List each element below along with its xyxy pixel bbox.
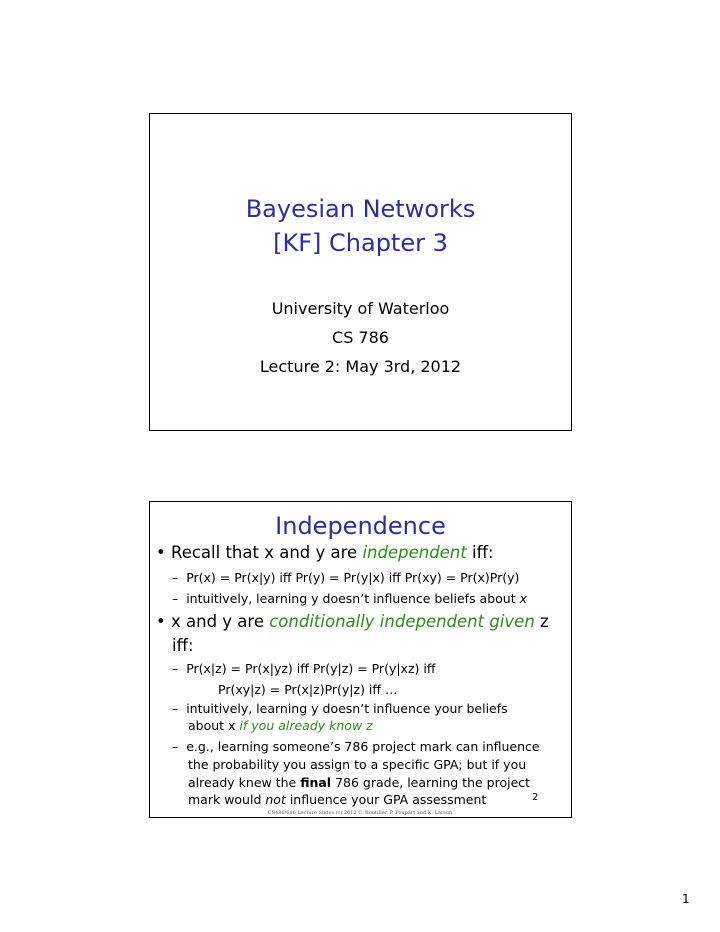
sub-bullet-2-1-cont: Pr(xy|z) = Pr(x|z)Pr(y|z) iff … [218, 682, 398, 697]
slide-title-line2: [KF] Chapter 3 [273, 229, 448, 257]
emphasis-independent: independent [362, 543, 467, 562]
bullet-dot: • [156, 612, 171, 631]
bullet-2-continuation: iff: [172, 636, 194, 655]
sub-bullet-2-1: – Pr(x|z) = Pr(x|yz) iff Pr(y|z) = Pr(y|xz) iff [172, 661, 436, 676]
university-name: University of Waterloo [271, 299, 450, 318]
slide-title-line1: Bayesian Networks [245, 195, 476, 223]
slide-title: Independence [275, 512, 446, 540]
sub-bullet-1-1: – Pr(x) = Pr(x|y) iff Pr(y) = Pr(y|x) iff Pr(xy) = Pr(x)Pr(y) [172, 570, 520, 585]
sub-bullet-2-2-cont: about x if you already know z [188, 718, 373, 733]
slide-page-number: 2 [532, 792, 539, 803]
sub-bullet-1-2: – intuitively, learning y doesn’t influence beliefs about x [172, 591, 528, 606]
slide-footer: CS486/686 Lecture Slides (c) 2012 C. Boutilier, P. Poupart and K. Larson [267, 810, 453, 816]
sub-bullet-2-3: – e.g., learning someone’s 786 project mark can influence [172, 739, 540, 754]
sub-bullet-2-3-cont2: already knew the final 786 grade, learning the project [188, 775, 531, 790]
sub-bullet-2-3-cont3: mark would not influence your GPA assessment [188, 792, 487, 807]
title-slide [149, 113, 572, 431]
sheet-page-number: 1 [682, 892, 690, 906]
lecture-date: Lecture 2: May 3rd, 2012 [259, 357, 462, 376]
sub-bullet-2-2: – intuitively, learning y doesn’t influence your beliefs [172, 701, 508, 716]
bullet-1: • Recall that x and y are independent iff: [156, 543, 494, 562]
sub-bullet-2-3-cont1: the probability you assign to a specific GPA; but if you [188, 757, 527, 772]
bullet-2: • x and y are conditionally independent given z [156, 612, 549, 631]
bullet-dot: • [156, 543, 171, 562]
independence-slide [149, 501, 572, 818]
course-code: CS 786 [332, 328, 389, 347]
emphasis-conditional: conditionally independent given [269, 612, 535, 631]
